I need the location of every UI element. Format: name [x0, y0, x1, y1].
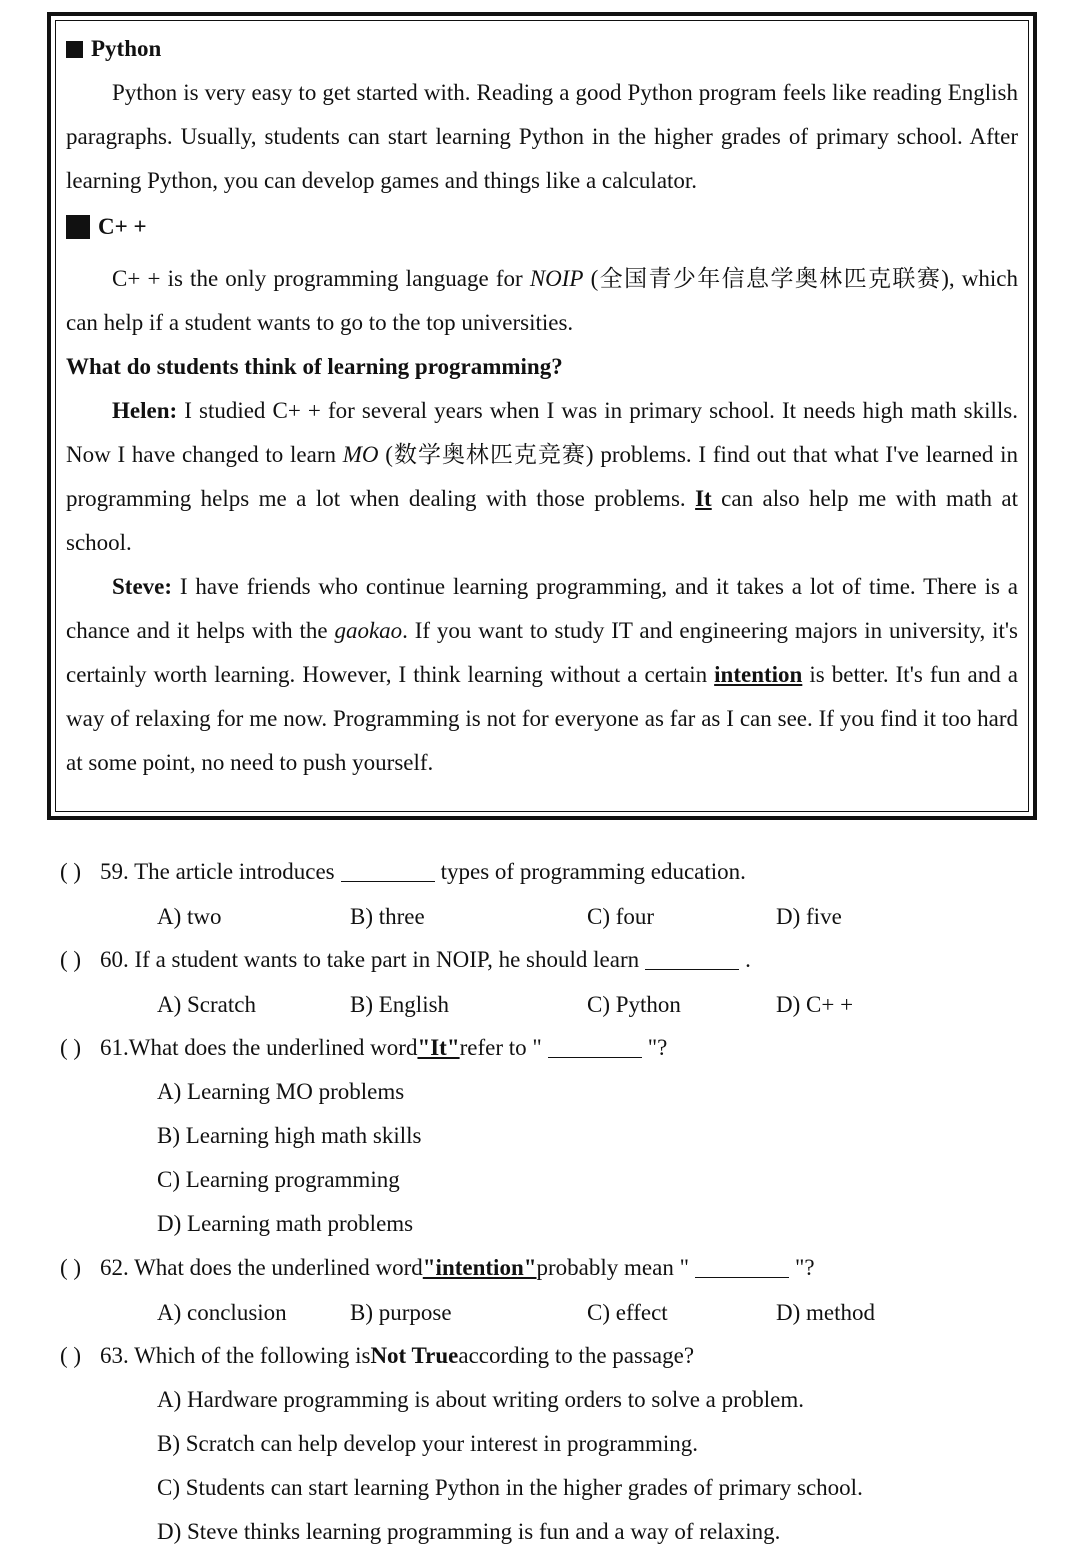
underlined-intention: intention [714, 662, 803, 687]
cpp-text-1: C+ + is the only programming language for [112, 266, 530, 291]
opinion-heading: What do students think of learning programming? [66, 354, 563, 379]
question-62-text-3: "? [794, 1255, 815, 1280]
passage-box [47, 12, 1037, 820]
answer-paren[interactable]: ( ) [60, 1255, 82, 1280]
steve-text-2: . If you want to study IT and engineering majors in university, it's certainly worth learning. However, I think learning without a certain [66, 618, 1018, 687]
option-a[interactable]: A) Hardware programming is about writing orders to solve a problem. [157, 1387, 805, 1412]
option-d[interactable]: D) method [776, 1300, 876, 1325]
question-63-text-1: 63. Which of the following is [100, 1343, 371, 1368]
question-63-not-true: Not True [370, 1343, 459, 1368]
option-b[interactable]: B) purpose [350, 1300, 452, 1325]
question-60-text-1: 60. If a student wants to take part in NOIP, he should learn [100, 947, 640, 972]
cpp-noip-term: NOIP [529, 266, 584, 291]
python-heading [66, 27, 1018, 71]
answer-blank[interactable] [548, 1039, 642, 1058]
answer-paren[interactable]: ( ) [60, 947, 82, 972]
question-61-text-1: 61.What does the underlined word [100, 1035, 418, 1060]
question-61-underlined-word: "It" [417, 1035, 460, 1060]
option-b[interactable]: B) three [350, 904, 425, 929]
question-59-text-2: types of programming education. [440, 859, 746, 884]
option-d[interactable]: D) C+ + [776, 992, 854, 1017]
question-59 [60, 850, 1040, 894]
steve-paragraph [66, 565, 1018, 785]
question-62 [60, 1246, 1040, 1290]
cpp-text-2: (全国青少年信息学奥林匹克联赛), which can help if a student wants to go to the top universities. [66, 266, 1018, 335]
option-c[interactable]: C) Python [587, 992, 681, 1017]
option-d[interactable]: D) Steve thinks learning programming is fun and a way of relaxing. [157, 1519, 781, 1544]
question-59-options [60, 894, 1040, 938]
question-60-options [60, 982, 1040, 1026]
steve-gaokao-term: gaokao [334, 618, 403, 643]
question-62-options [60, 1290, 1040, 1334]
steve-speaker: Steve: [112, 574, 173, 599]
question-63-text-2: according to the passage? [458, 1343, 695, 1368]
question-59-text-1: 59. The article introduces [100, 859, 335, 884]
helen-paragraph [66, 389, 1018, 565]
question-62-underlined-word: "intention" [422, 1255, 537, 1280]
cpp-heading-text: C+ + [98, 214, 147, 239]
option-a[interactable]: A) Scratch [157, 992, 256, 1017]
answer-paren[interactable]: ( ) [60, 1035, 82, 1060]
answer-blank[interactable] [695, 1259, 789, 1278]
answer-paren[interactable]: ( ) [60, 859, 82, 884]
passage-inner [55, 20, 1029, 812]
answer-blank[interactable] [645, 951, 739, 970]
option-d[interactable]: D) Learning math problems [157, 1211, 414, 1236]
steve-text-3: is better. It's fun and a way of relaxing for me now. Programming is not for everyone as far as I can see. If you find it too hard at some point, no need to push yourself. [66, 662, 1018, 775]
question-60-text-2: . [745, 947, 751, 972]
option-b[interactable]: B) Learning high math skills [157, 1123, 422, 1148]
question-61-text-2: refer to " [459, 1035, 542, 1060]
helen-mo-term: MO [342, 442, 379, 467]
helen-text-3: can also help me with math at school. [66, 486, 1018, 555]
underlined-it: It [695, 486, 712, 511]
cpp-heading [66, 205, 1018, 249]
python-paragraph: Python is very easy to get started with. Reading a good Python program feels like reading English paragraphs. Usually, students can start learning Python in the higher grades of primary school. After learning Python, you can develop games and things like a calculator. [66, 80, 1018, 193]
helen-text-1: I studied C+ + for several years when I was in primary school. It needs high math skills. Now I have changed to learn [66, 398, 1018, 467]
option-d[interactable]: D) five [776, 904, 842, 929]
option-a[interactable]: A) two [157, 904, 222, 929]
question-60 [60, 938, 1040, 982]
answer-paren[interactable]: ( ) [60, 1343, 82, 1368]
option-b[interactable]: B) English [350, 992, 450, 1017]
steve-text-1: I have friends who continue learning programming, and it takes a lot of time. There is a chance and it helps with the [66, 574, 1018, 643]
question-61 [60, 1026, 1040, 1070]
python-heading-text: Python [91, 36, 162, 61]
option-c[interactable]: C) Students can start learning Python in the higher grades of primary school. [157, 1475, 863, 1500]
helen-speaker: Helen: [112, 398, 178, 423]
answer-blank[interactable] [341, 863, 435, 882]
question-62-text-2: probably mean " [536, 1255, 689, 1280]
questions-section [60, 850, 1040, 1554]
square-bullet-icon [66, 215, 90, 239]
option-c[interactable]: C) Learning programming [157, 1167, 400, 1192]
question-61-text-3: "? [647, 1035, 668, 1060]
cpp-paragraph [66, 257, 1018, 345]
helen-text-2: (数学奥林匹克竞赛) problems. I find out that what I've learned in programming helps me a lot when dealing with those problems. [66, 442, 1019, 511]
option-c[interactable]: C) four [587, 904, 655, 929]
square-bullet-icon [66, 41, 83, 58]
option-a[interactable]: A) conclusion [157, 1300, 287, 1325]
option-c[interactable]: C) effect [587, 1300, 668, 1325]
question-62-text-1: 62. What does the underlined word [100, 1255, 423, 1280]
option-b[interactable]: B) Scratch can help develop your interest in programming. [157, 1431, 698, 1456]
question-63 [60, 1334, 1040, 1378]
option-a[interactable]: A) Learning MO problems [157, 1079, 405, 1104]
